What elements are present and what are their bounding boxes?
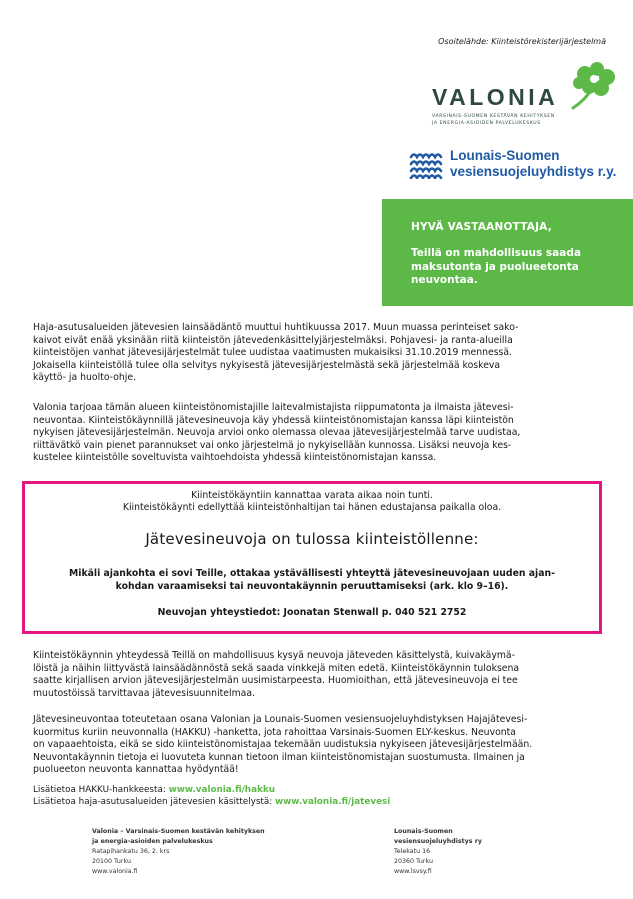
visit-presence-note: Kiinteistökäynti edellyttää kiinteistönhaltijan tai hänen edustajansa paikalla oloa. (122, 502, 502, 513)
info-links (33, 784, 390, 808)
footer-lsvsy-address: Lounais-Suomen vesiensuojeluyhdistys ry Telekatu 16 20360 Turku www.lsvsy.fi (394, 828, 482, 875)
footer-lsvsy-website[interactable]: www.lsvsy.fi (394, 868, 432, 875)
greeting-text: Teillä on mahdollisuus saada maksutonta ja puolueetonta neuvontaa. (411, 247, 581, 286)
valonia-subtitle: VARSINAIS-SUOMEN KESTÄVÄN KEHITYKSEN JA ENERGIA-ASIOIDEN PALVELUKESKUS (432, 114, 555, 126)
footer-valonia-address: Valonia – Varsinais-Suomen kestävän kehityksen ja energia-asioiden palvelukeskus Ratapihankatu 36, 2. krs 20100 Turku www.valonia.fi (92, 828, 265, 875)
jatevesi-link[interactable]: www.valonia.fi/jatevesi (275, 797, 391, 807)
reschedule-instructions: Mikäli ajankohta ei sovi Teille, ottakaa ystävällisesti yhteyttä jätevesineuvojaan uuden ajan- kohdan varaamiseksi tai neuvontakäynnin peruuttamiseksi (ark. klo 9–16). (69, 568, 555, 592)
lsvsy-wordmark: Lounais-Suomen vesiensuojeluyhdistys r.y. (450, 148, 617, 179)
valonia-logo (430, 60, 620, 130)
jatevesi-info-line: Lisätietoa haja-asutusalueiden jätevesien käsittelystä: www.valonia.fi/jatevesi (33, 797, 391, 807)
paragraph-project-info: Jätevesineuvontaa toteutetaan osana Valonian ja Lounais-Suomen vesiensuojeluyhdistyksen Hajajätevesi- kuormitus kuriin neuvonnalla (HAKKU) -hanketta, jota rahoittaa Varsinais-Suomen ELY-keskus. Neuvonta on vapaaehtoista, eikä se sido kiinteistönomistajaa tekemään uudistuksia nykyiseen jätevesijärjestelmään. Neuvontakäynnin tietoja ei luovuteta kunnan tietoon ilman kiinteistönomistajan suostumusta. Ilmainen ja puolueeton neuvonta kannattaa hyödyntää! (33, 714, 533, 775)
hakku-link[interactable]: www.valonia.fi/hakku (168, 785, 275, 795)
greeting-title: HYVÄ VASTAANOTTAJA, (411, 221, 552, 233)
greeting-box (382, 199, 633, 306)
visit-heading: Jätevesineuvoja on tulossa kiinteistöllenne: (145, 530, 479, 548)
footer-valonia-website[interactable]: www.valonia.fi (92, 868, 138, 875)
advisor-contact: Neuvojan yhteystiedot: Joonatan Stenwall p. 040 521 2752 (157, 607, 467, 618)
visit-duration-note: Kiinteistökäyntiin kannattaa varata aikaa noin tunti. (191, 490, 433, 501)
hakku-info-line: Lisätietoa HAKKU-hankkeesta: www.valonia.fi/hakku (33, 785, 275, 795)
leaf-icon (565, 60, 621, 112)
valonia-wordmark: VALONIA (432, 84, 559, 110)
paragraph-legislation: Haja-asutusalueiden jätevesien lainsäädäntö muuttui huhtikuussa 2017. Muun muassa perinteiset sako- kaivot eivät enää yksinään riitä kiinteistön jätevedenkäsittelyjärjestelmäksi. Pohjavesi- ja ranta-alueilla kiinteistöjen vanhat jätevesijärjestelmät tulee uudistaa vaatimusten mukaisiksi 31.10.2019 mennessä. Jokaisella kiinteistöllä tulee olla selvitys nykyisestä jätevesijärjestelmästä sekä järjestelmää koskeva käyttö- ja huolto-ohje. (33, 322, 519, 383)
visit-notice-box (22, 481, 602, 634)
address-source-note: Osoitelähde: Kiinteistörekisterijärjestelmä (438, 37, 606, 46)
lsvsy-logo (409, 146, 624, 182)
paragraph-visit-details: Kiinteistökäynnin yhteydessä Teillä on mahdollisuus kysyä neuvoja jäteveden käsittelystä, kuivakäymä- löistä ja näihin liittyvästä lainsäädännöstä sekä saada vinkkejä miten edetä. Kiinteistökäynnin tuloksena saatte kirjallisen arvion jätevesijärjestelmän uusimistarpeesta. Huomioithan, että jätevesineuvoja ei tee muutostöissä tarvittavaa jätevesisuunnitelmaa. (33, 650, 520, 699)
paragraph-valonia-offer: Valonia tarjoaa tämän alueen kiinteistönomistajille laitevalmistajista riippumatonta ja ilmaista jätevesi- neuvontaa. Kiinteistökäynnillä jätevesineuvoja käy yhdessä kiinteistönomistajan kanssa läpi kiinteistön nykyisen jätevesijärjestelmän. Neuvoja arvioi onko olemassa olevaa jätevesijärjestelmää tarve uudistaa, riittävätkö vain pienet parannukset vai onko järjestelmä jo nykyisellään kunnossa. Lisäksi neuvoja kes- kustelee kiinteistölle soveltuvista vaihtoehdoista yhdessä kiinteistönomistajan kanssa. (33, 402, 521, 463)
waves-icon (409, 149, 445, 179)
